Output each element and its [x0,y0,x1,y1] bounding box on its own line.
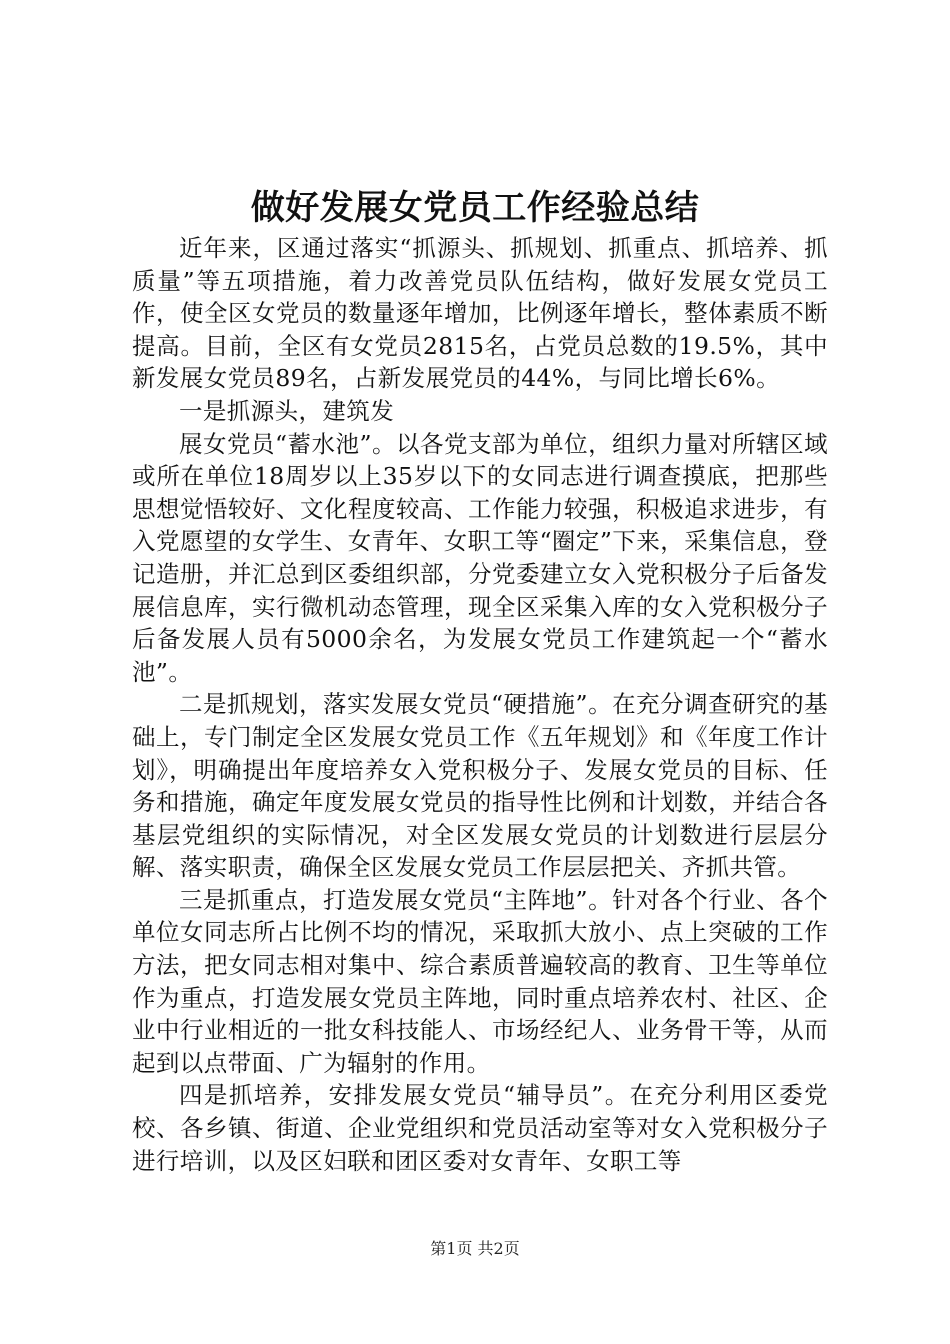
paragraph-4: 四是抓培养，安排发展女党员“辅导员”。在充分利用区委党校、各乡镇、街道、企业党组织和党员活动室等对女入党积极分子进行培训，以及区妇联和团区委对女青年、女职工等 [132,1081,828,1175]
paragraph-1: 展女党员“蓄水池”。以各党支部为单位，组织力量对所辖区域或所在单位18周岁以上35岁以下的女同志进行调查摸底，把那些思想觉悟较好、文化程度较高、工作能力较强，积极追求进步，有入党愿望的女学生、女青年、女职工等“圈定”下来，采集信息，登记造册，并汇总到区委组织部，分党委建立女入党积极分子后备发展信息库，实行微机动态管理，现全区采集入库的女入党积极分子后备发展人员有5000余名，为发展女党员工作建筑起一个“蓄水池”。 [132,429,828,686]
paragraph-3: 三是抓重点，打造发展女党员“主阵地”。针对各个行业、各个单位女同志所占比例不均的情况，采取抓大放小、点上突破的工作方法，把女同志相对集中、综合素质普遍较高的教育、卫生等单位作为重点，打造发展女党员主阵地，同时重点培养农村、社区、企业中行业相近的一批女科技能人、市场经纪人、业务骨干等，从而起到以点带面、广为辐射的作用。 [132,885,828,1077]
document-body [132,232,828,1177]
document-title: 做好发展女党员工作经验总结 [250,188,700,228]
page-footer: 第1页 共2页 [430,1239,520,1258]
paragraph-heading-1: 一是抓源头，建筑发 [179,396,395,425]
paragraph-intro: 近年来，区通过落实“抓源头、抓规划、抓重点、抓培养、抓质量”等五项措施，着力改善党员队伍结构，做好发展女党员工作，使全区女党员的数量逐年增加，比例逐年增长，整体素质不断提高。目前，全区有女党员2815名，占党员总数的19.5%，其中新发展女党员89名，占新发展党员的44%，与同比增长6%。 [132,234,828,393]
paragraph-2: 二是抓规划，落实发展女党员“硬措施”。在充分调查研究的基础上，专门制定全区发展女党员工作《五年规划》和《年度工作计划》，明确提出年度培养女入党积极分子、发展女党员的目标、任务和措施，确定年度发展女党员的指导性比例和计划数，并结合各基层党组织的实际情况，对全区发展女党员的计划数进行层层分解、落实职责，确保全区发展女党员工作层层把关、齐抓共管。 [132,690,828,882]
